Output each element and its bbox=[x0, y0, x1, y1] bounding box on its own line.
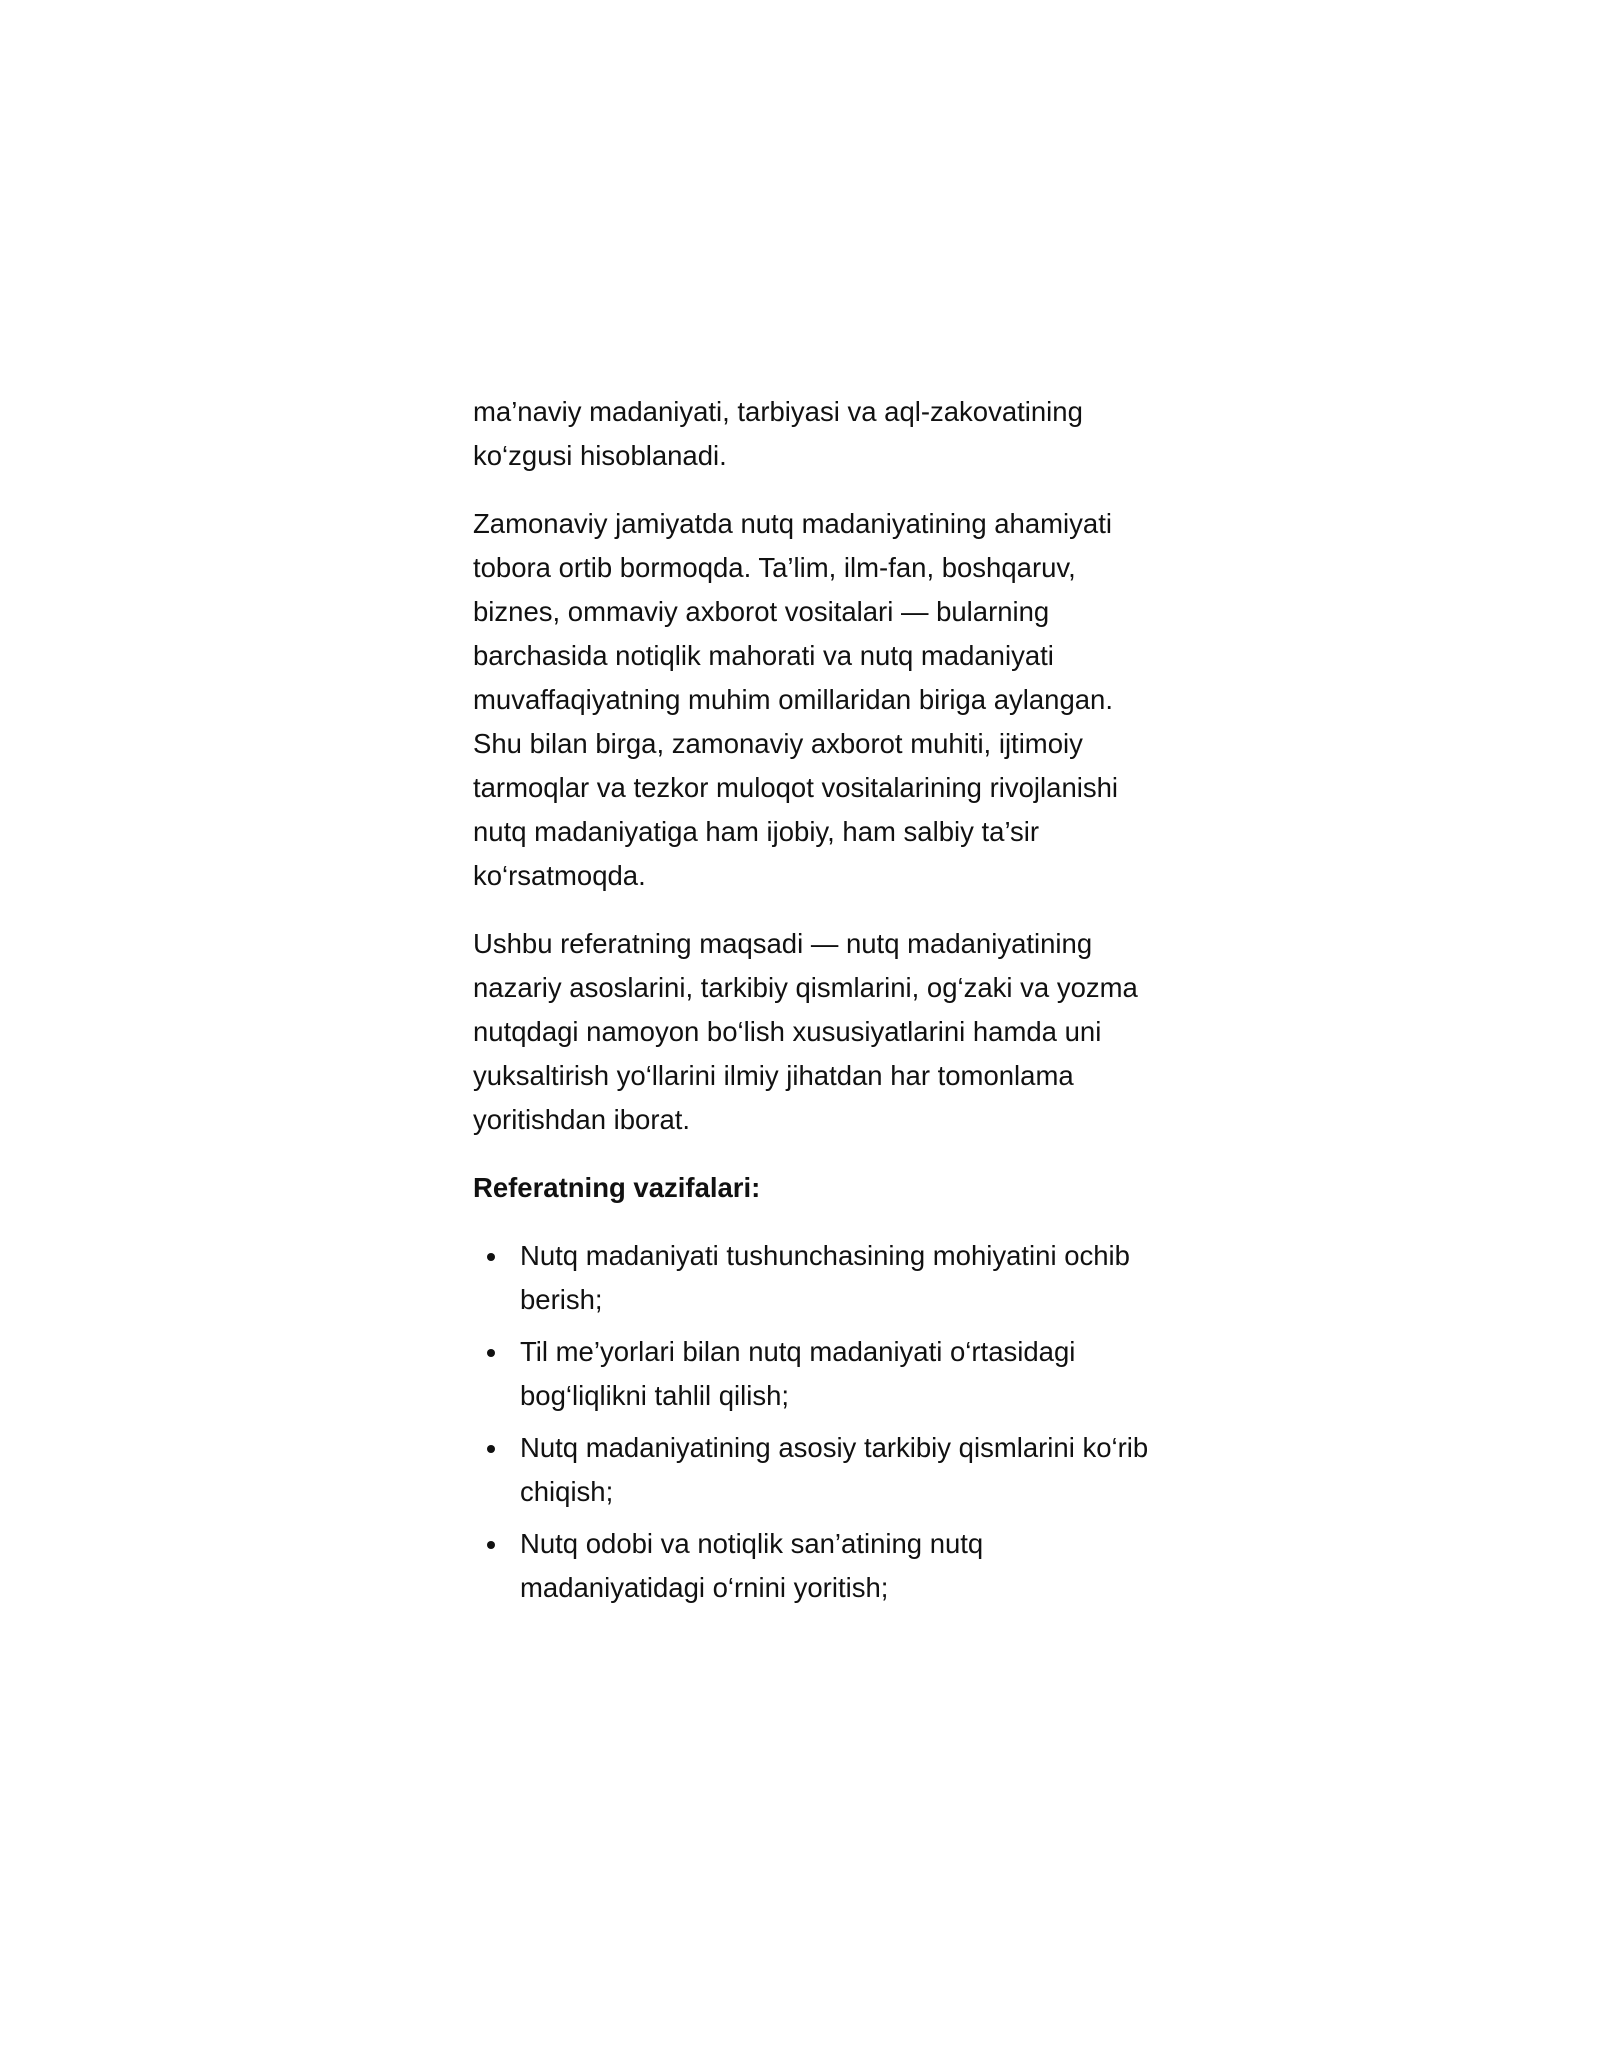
tasks-heading: Referatning vazifalari: bbox=[473, 1172, 761, 1203]
task-text: Til me’yorlari bilan nutq madaniyati o‘rtasidagi bog‘liqlikni tahlil qilish; bbox=[520, 1336, 1076, 1411]
document-body bbox=[473, 390, 1153, 1618]
tasks-list bbox=[473, 1234, 1153, 1610]
bullet-icon bbox=[487, 1253, 495, 1261]
task-text: Nutq madaniyatining asosiy tarkibiy qismlarini ko‘rib chiqish; bbox=[520, 1432, 1149, 1507]
task-item bbox=[473, 1234, 1153, 1322]
task-text: Nutq madaniyati tushunchasining mohiyatini ochib berish; bbox=[520, 1240, 1130, 1315]
task-item bbox=[473, 1522, 1153, 1610]
task-item bbox=[473, 1330, 1153, 1418]
bullet-icon bbox=[487, 1445, 495, 1453]
paragraph-intro-continuation: ma’naviy madaniyati, tarbiyasi va aql-zakovatining ko‘zgusi hisoblanadi. bbox=[473, 396, 1083, 471]
bullet-icon bbox=[487, 1349, 495, 1357]
bullet-icon bbox=[487, 1541, 495, 1549]
task-text: Nutq odobi va notiqlik san’atining nutq madaniyatidagi o‘rnini yoritish; bbox=[520, 1528, 984, 1603]
paragraph-importance: Zamonaviy jamiyatda nutq madaniyatining ahamiyati tobora ortib bormoqda. Ta’lim, ilm-fan, boshqaruv, biznes, ommaviy axborot vositalari — bularning barchasida notiqlik mahorati va nutq madaniyati muvaffaqiyatning muhim omillaridan biriga aylangan. Shu bilan birga, zamonaviy axborot muhiti, ijtimoiy tarmoqlar va tezkor muloqot vositalarining rivojlanishi nutq madaniyatiga ham ijobiy, ham salbiy ta’sir ko‘rsatmoqda. bbox=[473, 508, 1119, 891]
paragraph-purpose: Ushbu referatning maqsadi — nutq madaniyatining nazariy asoslarini, tarkibiy qismlarini, og‘zaki va yozma nutqdagi namoyon bo‘lish xususiyatlarini hamda uni yuksaltirish yo‘llarini ilmiy jihatdan har tomonlama yoritishdan iborat. bbox=[473, 928, 1138, 1135]
task-item bbox=[473, 1426, 1153, 1514]
